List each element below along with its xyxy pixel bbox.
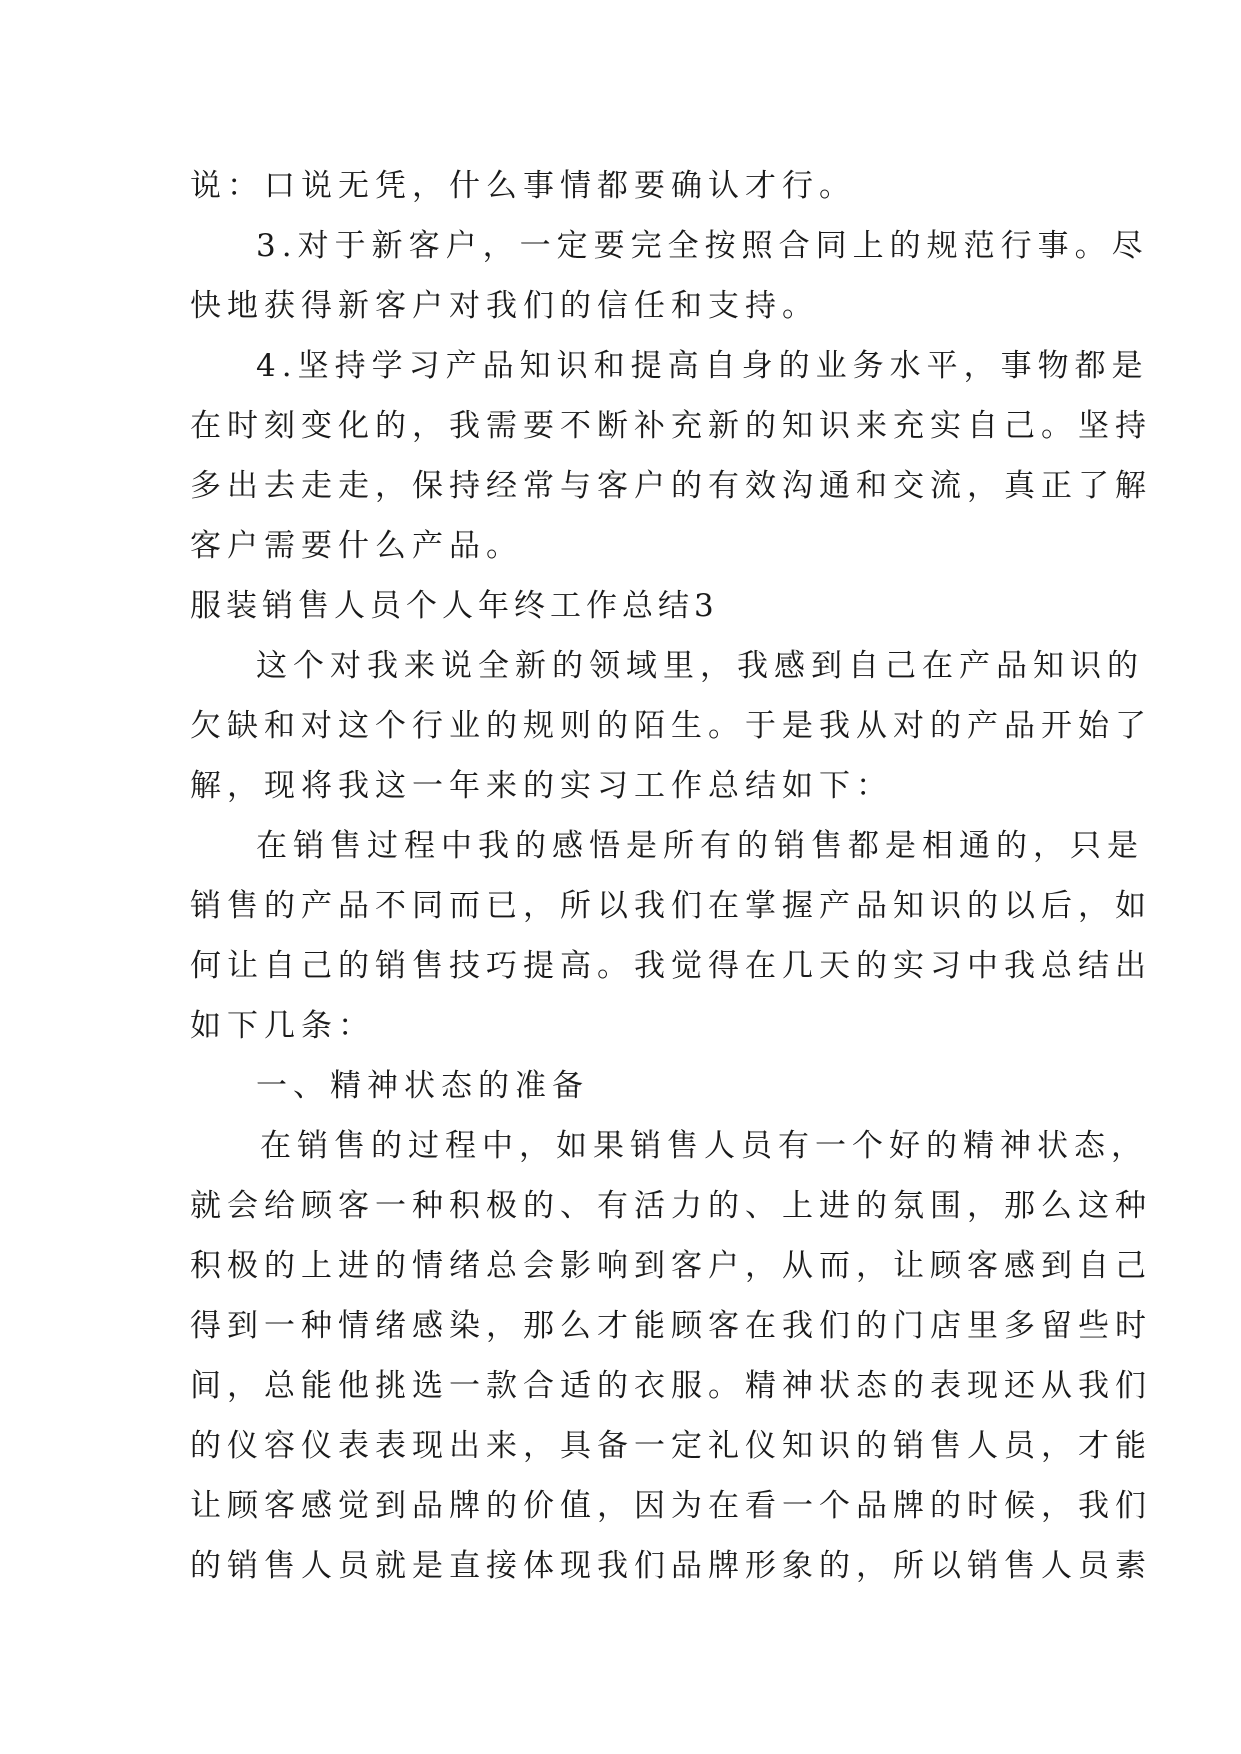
text-line: 让顾客感觉到品牌的价值，因为在看一个品牌的时候，我们: [190, 1488, 1152, 1524]
text-line: 欠缺和对这个行业的规则的陌生。于是我从对的产品开始了: [190, 708, 1152, 744]
text-line: 多出去走走，保持经常与客户的有效沟通和交流，真正了解: [190, 468, 1152, 504]
paragraph-start: 在销售的过程中，如果销售人员有一个好的精神状态，: [260, 1128, 1148, 1164]
document-body: [190, 156, 1152, 1596]
text-line: 的销售人员就是直接体现我们品牌形象的，所以销售人员素: [190, 1548, 1152, 1584]
text-line: 的仪容仪表表现出来，具备一定礼仪知识的销售人员，才能: [190, 1428, 1152, 1464]
text-line: 间，总能他挑选一款合适的衣服。精神状态的表现还从我们: [190, 1368, 1152, 1404]
list-item-4: 4.坚持学习产品知识和提高自身的业务水平，事物都是: [256, 348, 1149, 384]
text-line: 说：口说无凭，什么事情都要确认才行。: [190, 168, 856, 204]
text-line: 如下几条：: [190, 1008, 375, 1044]
text-line: 何让自己的销售技巧提高。我觉得在几天的实习中我总结出: [190, 948, 1152, 984]
text-line: 在时刻变化的，我需要不断补充新的知识来充实自己。坚持: [190, 408, 1152, 444]
paragraph-start: 这个对我来说全新的领域里，我感到自己在产品知识的: [256, 648, 1144, 684]
paragraph-start: 在销售过程中我的感悟是所有的销售都是相通的，只是: [256, 828, 1144, 864]
text-line: 客户需要什么产品。: [190, 528, 523, 564]
text-line: 解，现将我这一年来的实习工作总结如下：: [190, 768, 893, 804]
subheading: 一、精神状态的准备: [256, 1068, 589, 1104]
section-heading: 服装销售人员个人年终工作总结3: [190, 588, 719, 624]
text-line: 积极的上进的情绪总会影响到客户，从而，让顾客感到自己: [190, 1248, 1152, 1284]
text-line: 销售的产品不同而已，所以我们在掌握产品知识的以后，如: [190, 888, 1152, 924]
text-line: 就会给顾客一种积极的、有活力的、上进的氛围，那么这种: [190, 1188, 1152, 1224]
text-line: 快地获得新客户对我们的信任和支持。: [190, 288, 819, 324]
list-item-3: 3.对于新客户，一定要完全按照合同上的规范行事。尽: [256, 228, 1149, 264]
text-line: 得到一种情绪感染，那么才能顾客在我们的门店里多留些时: [190, 1308, 1152, 1344]
